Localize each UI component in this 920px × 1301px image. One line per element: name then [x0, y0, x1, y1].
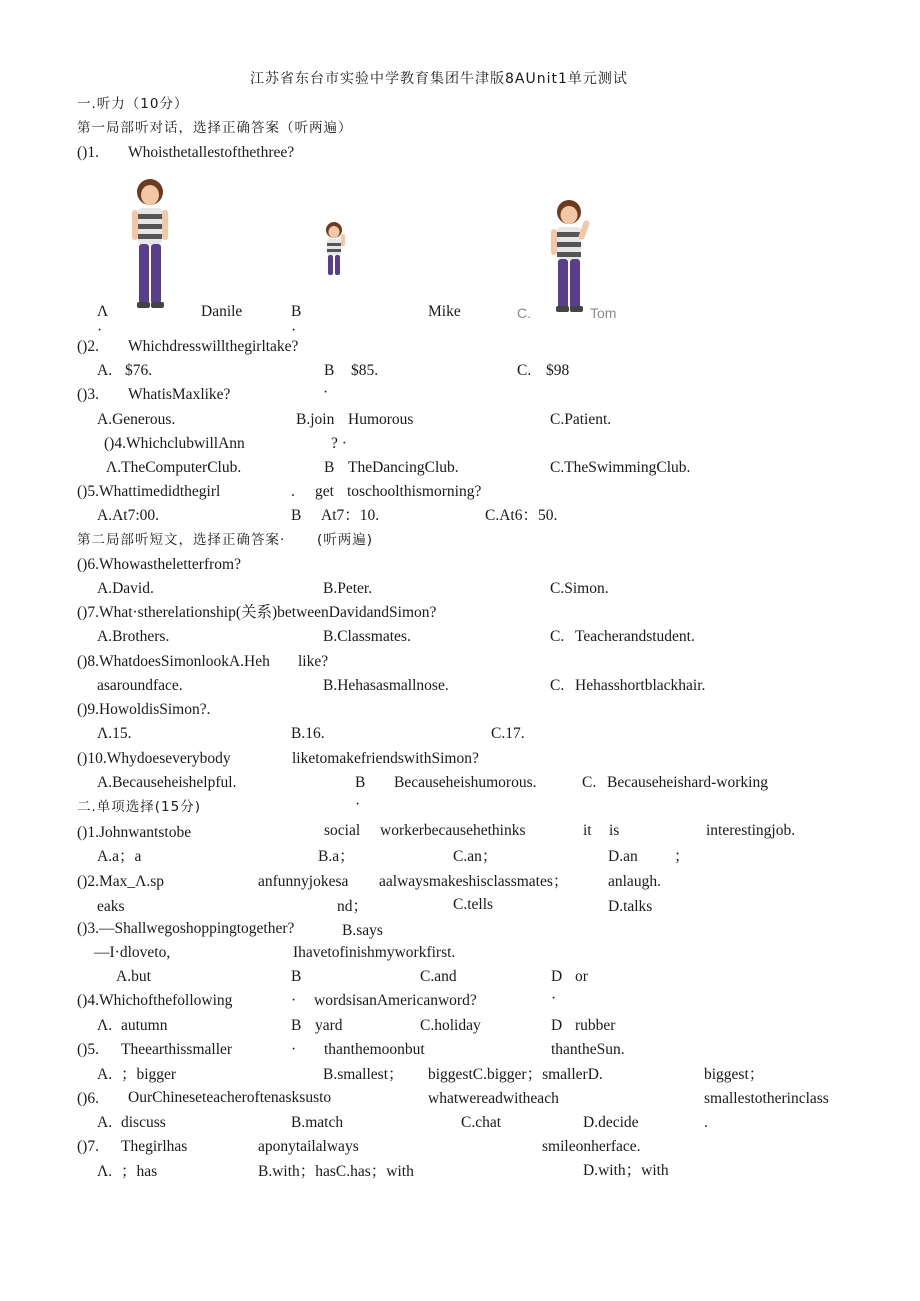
danile-figure: [128, 178, 172, 310]
c1-question-mid: workerbecausehethinks: [380, 822, 526, 839]
section-listening-heading: 一.听力（10分）: [77, 96, 189, 112]
q4-option-b: TheDancingClub.: [348, 459, 459, 476]
c2-option-b: nd；: [337, 898, 369, 915]
q1-dot-b: ·: [291, 322, 297, 339]
q2-option-a-letter: A.: [97, 362, 113, 379]
q1-option-a-name: Danile: [201, 303, 243, 320]
q5-word-get: get: [315, 483, 334, 500]
c4-option-d: rubber: [575, 1017, 616, 1034]
q2-number: ()2.: [77, 338, 99, 355]
c5-number: ()5.: [77, 1041, 99, 1058]
q5-option-c: C.At6：50.: [485, 507, 558, 524]
q5-option-b: At7：10.: [321, 507, 380, 524]
q8-word-like: like?: [298, 653, 329, 670]
c6-option-a: discuss: [121, 1114, 166, 1131]
q3-number: ()3.: [77, 386, 99, 403]
c1-option-c: C.an；: [453, 848, 498, 865]
c7-option-a-letter: Λ.: [97, 1163, 113, 1180]
c4-option-a-letter: Λ.: [97, 1017, 113, 1034]
q3-dot: ·: [323, 384, 329, 401]
q8-option-a: asaroundface.: [97, 677, 183, 694]
c2-question: ()2.Max_Λ.sp: [77, 873, 165, 890]
c3-option-b-stray: B.says: [342, 922, 383, 939]
c5-question-end: thantheSun.: [551, 1041, 625, 1058]
q8-option-b: B.Hehasasmallnose.: [323, 677, 449, 694]
c5-question-mid: thanthemoonbut: [324, 1041, 425, 1058]
q9-option-b: B.16.: [291, 725, 325, 742]
c1-word-it: it: [583, 822, 592, 839]
c2-question-end: anlaugh.: [608, 873, 661, 890]
c6-option-a-letter: A.: [97, 1114, 113, 1131]
c1-question-end: interestingjob.: [706, 822, 796, 839]
section-choice-dot: ·: [355, 796, 361, 813]
q9-question: ()9.HowoldisSimon?.: [77, 701, 211, 718]
q6-option-c: C.Simon.: [550, 580, 609, 597]
q3-option-b: Humorous: [348, 411, 414, 428]
c4-option-b-letter: B: [291, 1017, 302, 1034]
q8-option-c-letter: C.: [550, 677, 565, 694]
q4-option-c: C.TheSwimmingClub.: [550, 459, 691, 476]
c1-option-b: B.a；: [318, 848, 355, 865]
c7-number: ()7.: [77, 1138, 99, 1155]
c5-option-d: biggest；: [704, 1066, 765, 1083]
q10-option-a: A.Becauseheishelpful.: [97, 774, 237, 791]
c1-word-social: social: [324, 822, 361, 839]
q1-number: ()1.: [77, 144, 99, 161]
c7-question: Thegirlhas: [121, 1138, 188, 1155]
c7-question-end: smileonherface.: [542, 1138, 641, 1155]
c3-option-c: C.and: [420, 968, 457, 985]
c6-question-end: smallestotherinclass: [704, 1090, 829, 1107]
c1-question: ()1.Johnwantstobe: [77, 824, 192, 841]
q1-option-b-name: Mike: [428, 303, 461, 320]
q7-option-c: Teacherandstudent.: [575, 628, 695, 645]
c4-dot: ·: [291, 992, 297, 1009]
q6-option-b: B.Peter.: [323, 580, 373, 597]
c6-question: OurChineseteacheroftenasksusto: [128, 1089, 332, 1106]
c7-question-mid: aponytailalways: [258, 1138, 359, 1155]
q5-option-a: A.At7:00.: [97, 507, 159, 524]
q5-option-b-letter: B: [291, 507, 302, 524]
q2-option-b-letter: B: [324, 362, 335, 379]
q3-option-c: C.Patient.: [550, 411, 612, 428]
c1-option-a: A.a；a: [97, 848, 142, 865]
c1-option-d: D.an: [608, 848, 638, 865]
q4-question-end: ? ·: [331, 435, 347, 452]
c1-word-is: is: [609, 822, 620, 839]
q2-question: Whichdresswillthegirltake?: [128, 338, 299, 355]
c4-option-d-letter: D: [551, 1017, 563, 1034]
c7-option-a: ；has: [121, 1163, 158, 1180]
q7-option-a: A.Brothers.: [97, 628, 170, 645]
c5-option-c: biggestC.bigger；smallerD.: [428, 1066, 603, 1083]
q6-option-a: A.David.: [97, 580, 154, 597]
q1-option-c-name: Tom: [590, 305, 617, 321]
q7-option-c-letter: C.: [550, 628, 565, 645]
mike-figure: [319, 222, 349, 278]
q2-option-c-letter: C.: [517, 362, 532, 379]
q10-question-end: liketomakefriendswithSimon?: [292, 750, 479, 767]
c3-option-a: A.but: [116, 968, 151, 985]
c4-option-c: C.holiday: [420, 1017, 481, 1034]
c5-option-a: ；bigger: [121, 1066, 177, 1083]
c4-option-b: yard: [315, 1017, 343, 1034]
q9-option-c: C.17.: [491, 725, 525, 742]
q5-question-end: toschoolthismorning?: [347, 483, 482, 500]
q1-option-a-letter: Λ: [97, 303, 109, 320]
q10-option-c: Becauseheishard-working: [607, 774, 768, 791]
q8-question: ()8.WhatdoesSimonlookA.Heh: [77, 653, 270, 670]
c3-answer-end: Ihavetofinishmyworkfirst.: [293, 944, 456, 961]
c2-option-c: C.tells: [453, 896, 494, 913]
c5-option-a-letter: A.: [97, 1066, 113, 1083]
c1-option-d-tail: ；: [674, 848, 690, 865]
c6-question-mid: whatwereadwitheach: [428, 1090, 559, 1107]
doc-title: 江苏省东台市实验中学教育集团牛津版8AUnit1单元测试: [250, 71, 628, 87]
q3-question: WhatisMaxlike?: [128, 386, 231, 403]
q4-question: ()4.WhichclubwillAnn: [104, 435, 245, 452]
q3-option-a: A.Generous.: [97, 411, 176, 428]
c3-answer-line: —I·dloveto,: [94, 944, 171, 961]
c5-question: Theearthissmaller: [121, 1041, 233, 1058]
q9-option-a: Λ.15.: [97, 725, 132, 742]
c2-option-d: D.talks: [608, 898, 653, 915]
q7-option-b: B.Classmates.: [323, 628, 411, 645]
c3-option-d: or: [575, 968, 588, 985]
q1-question: Whoisthetallestofthethree?: [128, 144, 295, 161]
q1-option-c-letter: C.: [517, 305, 531, 321]
q10-option-c-letter: C.: [582, 774, 597, 791]
c5-dot: ·: [291, 1041, 297, 1058]
q2-option-b: $85.: [351, 362, 379, 379]
c6-option-c: C.chat: [461, 1114, 502, 1131]
c4-question-end: wordsisanAmericanword?: [314, 992, 477, 1009]
q10-question: ()10.Whydoeseverybody: [77, 750, 231, 767]
q5-question: ()5.Whattimedidthegirl: [77, 483, 221, 500]
c2-question-mid: anfunnyjokesa: [258, 873, 349, 890]
c6-number: ()6.: [77, 1090, 99, 1107]
c5-option-b: B.smallest；: [323, 1066, 404, 1083]
c7-option-d: D.with；with: [583, 1162, 669, 1179]
q6-question: ()6.Whowastheletterfrom?: [77, 556, 241, 573]
q10-option-b-letter: B: [355, 774, 366, 791]
c3-question: ()3.—Shallwegoshoppingtogether?: [77, 920, 295, 937]
part1-instruction: 第一局部听对话，选择正确答案（听两遍）: [77, 120, 353, 136]
c4-option-a: autumn: [121, 1017, 168, 1034]
c4-dot2: ·: [551, 990, 557, 1007]
part2-note: (听两遍): [317, 532, 374, 548]
section-choice-heading: 二.单项选择(15分): [77, 799, 202, 815]
c4-question: ()4.Whichofthefollowing: [77, 992, 233, 1009]
c6-option-d-tail: .: [704, 1114, 708, 1131]
q4-option-b-letter: B: [324, 459, 335, 476]
c3-option-d-letter: D: [551, 968, 563, 985]
part2-instruction: 第二局部听短文，选择正确答案·: [77, 532, 286, 548]
q3-option-b-letter: B.join: [296, 411, 335, 428]
q10-option-b: Becauseheishumorous.: [394, 774, 537, 791]
q1-dot-a: ·: [97, 322, 103, 339]
c6-option-d: D.decide: [583, 1114, 639, 1131]
c7-option-b-c: B.with；hasC.has；with: [258, 1163, 414, 1180]
q2-option-c: $98: [546, 362, 570, 379]
c6-option-b: B.match: [291, 1114, 344, 1131]
q5-dot: .: [291, 483, 295, 500]
q8-option-c: Hehasshortblackhair.: [575, 677, 706, 694]
c2-option-a: eaks: [97, 898, 125, 915]
q4-option-a: Λ.TheComputerClub.: [106, 459, 242, 476]
q2-option-a: $76.: [125, 362, 153, 379]
c3-option-b: B: [291, 968, 302, 985]
q7-question: ()7.What·stherelationship(关系)betweenDavidandSimon?: [77, 604, 437, 621]
tom-figure: [545, 198, 615, 316]
c2-question-mid2: aalwaysmakeshisclassmates；: [379, 873, 569, 890]
q1-option-b-letter: B: [291, 303, 302, 320]
